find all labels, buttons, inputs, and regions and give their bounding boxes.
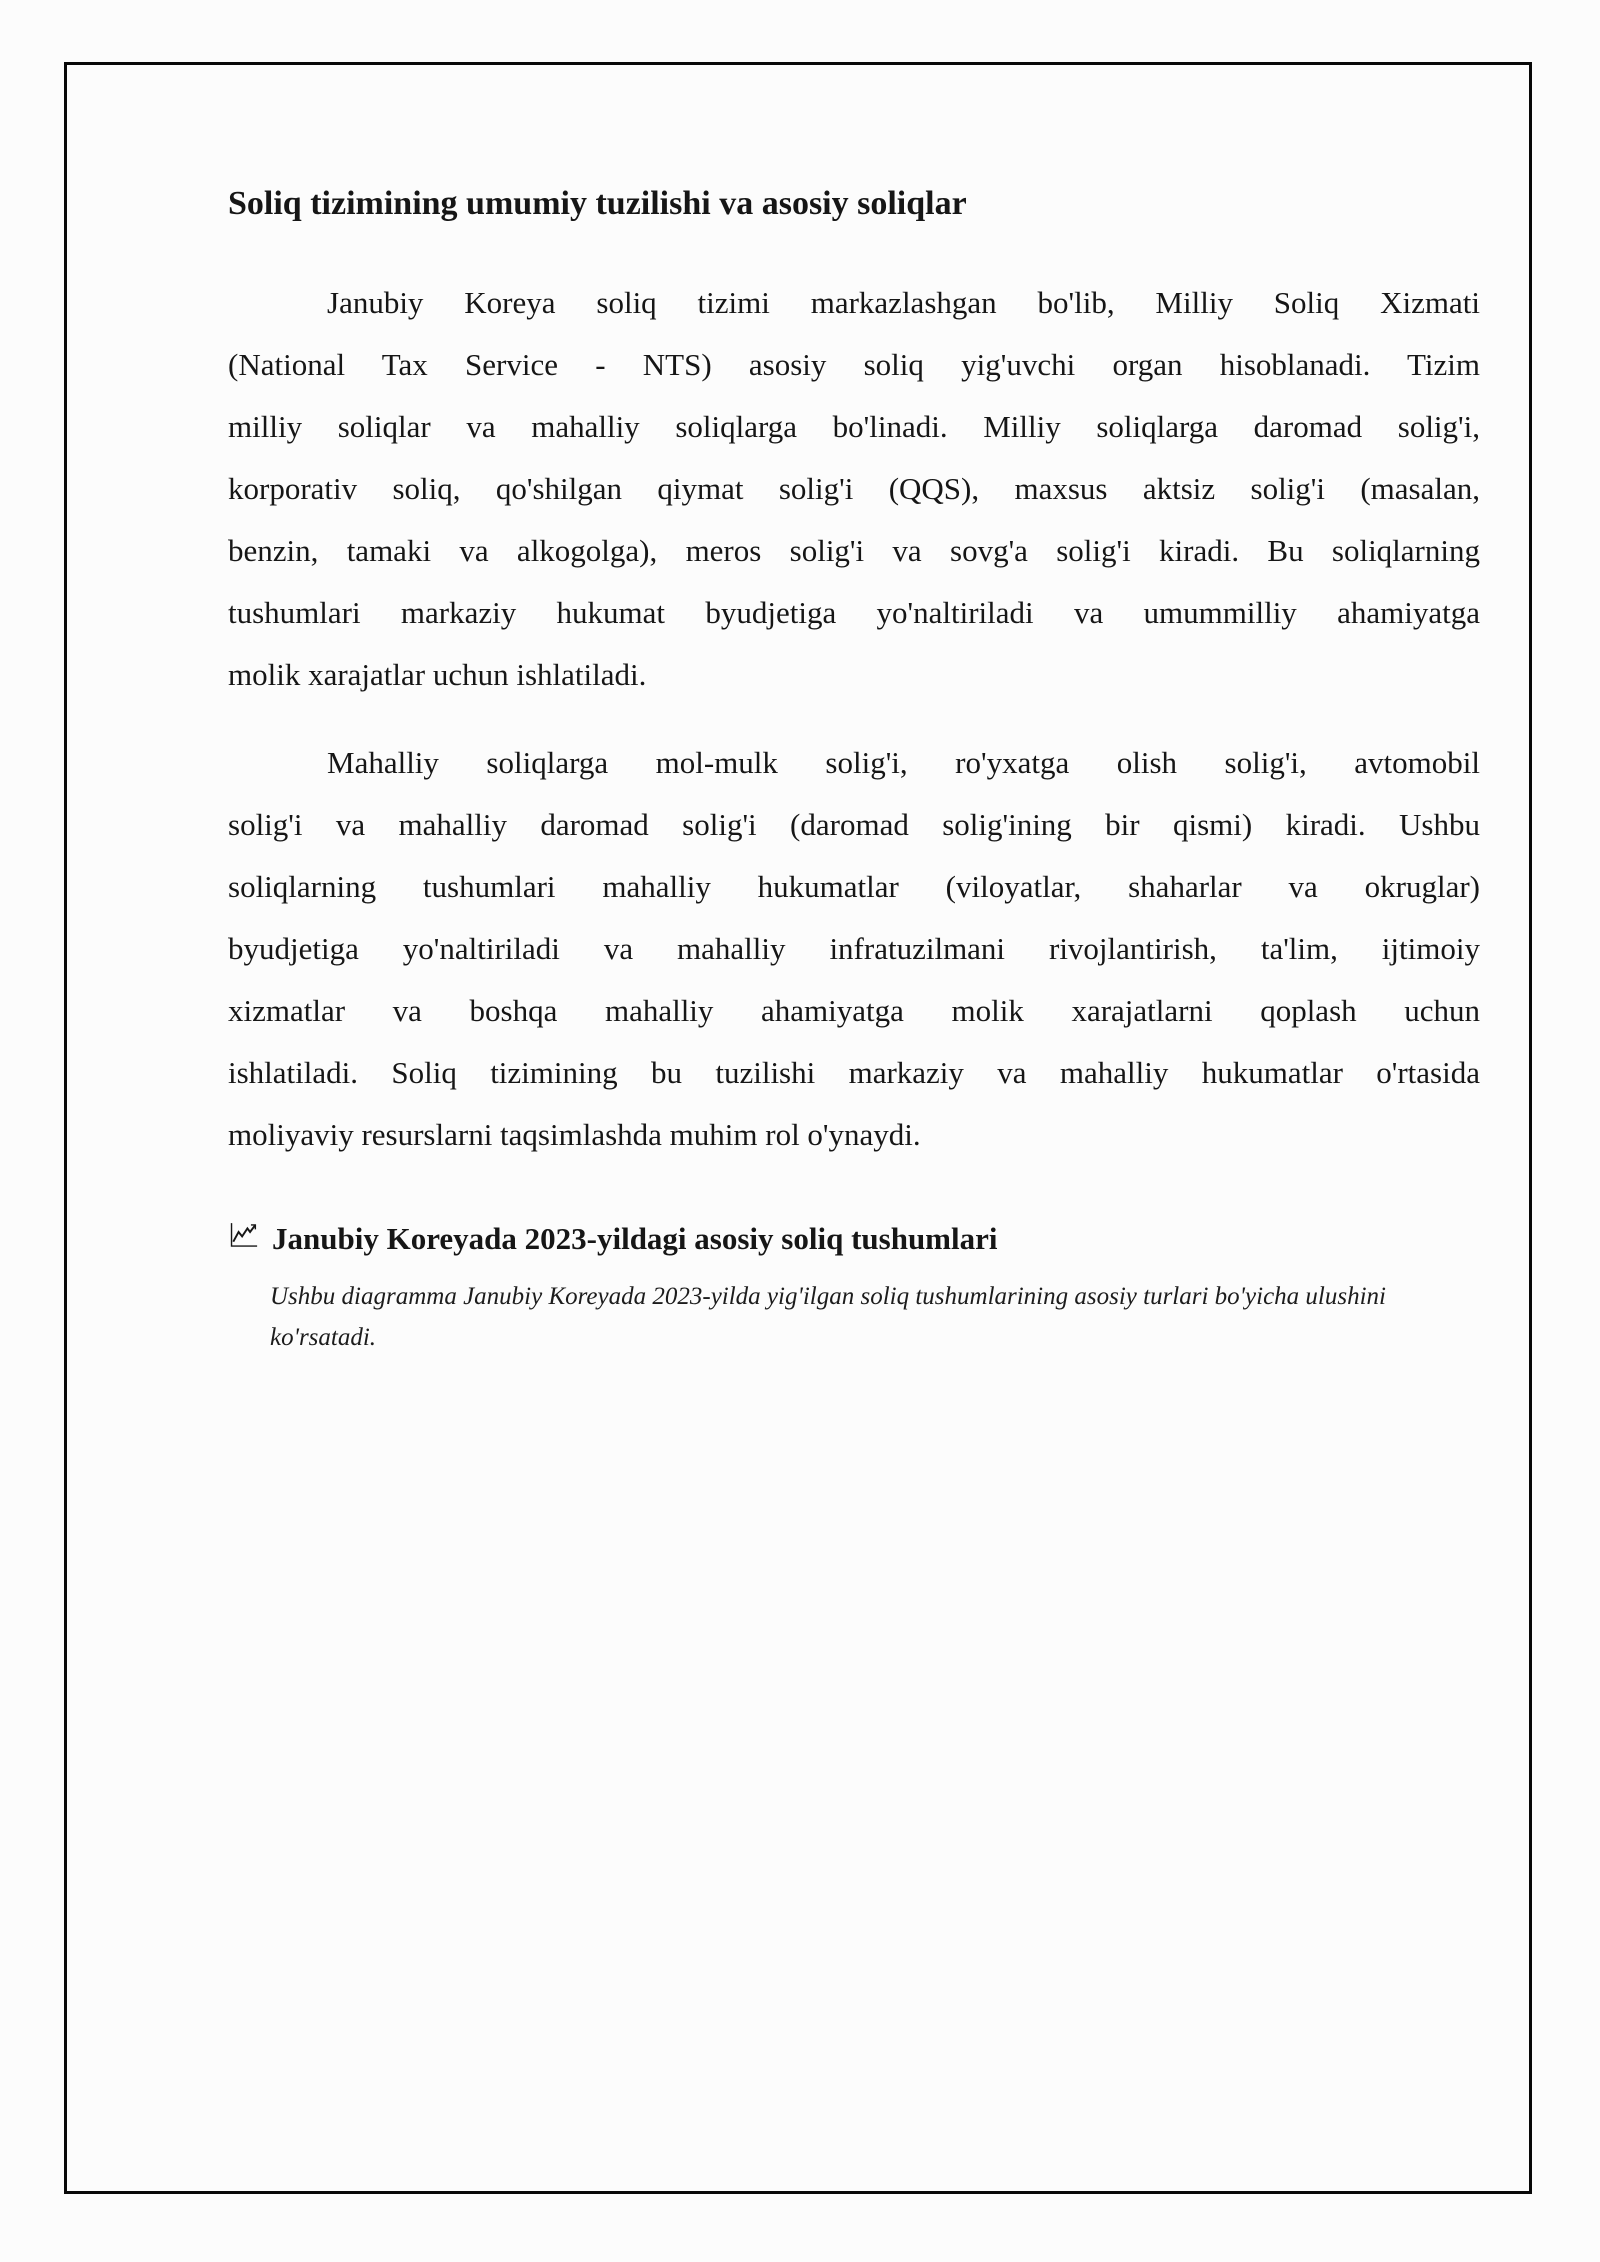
- paragraph-national-taxes: [228, 272, 1480, 706]
- chart-section-heading: [228, 1216, 1480, 1262]
- paragraph-line: milliy soliqlar va mahalliy soliqlarga bo'linadi. Milliy soliqlarga daromad solig'i,: [228, 409, 1480, 444]
- chart-caption-line: ko'rsatadi.: [270, 1324, 377, 1351]
- paragraph-local-taxes: [228, 732, 1480, 1166]
- page-title: Soliq tizimining umumiy tuzilishi va asosiy soliqlar: [228, 185, 967, 222]
- paragraph-line: xizmatlar va boshqa mahalliy ahamiyatga molik xarajatlarni qoplash uchun: [228, 993, 1480, 1028]
- page-content: [228, 180, 1480, 1358]
- chart-caption: [270, 1276, 1480, 1358]
- paragraph-line: korporativ soliq, qo'shilgan qiymat solig'i (QQS), maxsus aktsiz solig'i (masalan,: [228, 471, 1480, 506]
- paragraph-line: (National Tax Service - NTS) asosiy soliq yig'uvchi organ hisoblanadi. Tizim: [228, 347, 1480, 382]
- paragraph-line: Janubiy Koreya soliq tizimi markazlashgan bo'lib, Milliy Soliq Xizmati: [327, 285, 1480, 320]
- paragraph-line: molik xarajatlar uchun ishlatiladi.: [228, 657, 647, 692]
- paragraph-line: byudjetiga yo'naltiriladi va mahalliy infratuzilmani rivojlantirish, ta'lim, ijtimoiy: [228, 931, 1480, 966]
- chart-caption-line: Ushbu diagramma Janubiy Koreyada 2023-yilda yig'ilgan soliq tushumlarining asosiy turlari bo'yicha ulushini: [270, 1283, 1386, 1310]
- paragraph-line: soliqlarning tushumlari mahalliy hukumatlar (viloyatlar, shaharlar va okruglar): [228, 869, 1480, 904]
- line-chart-icon: [228, 1216, 258, 1262]
- paragraph-line: benzin, tamaki va alkogolga), meros solig'i va sovg'a solig'i kiradi. Bu soliqlarning: [228, 533, 1480, 568]
- paragraph-line: solig'i va mahalliy daromad solig'i (daromad solig'ining bir qismi) kiradi. Ushbu: [228, 807, 1480, 842]
- paragraph-line: tushumlari markaziy hukumat byudjetiga yo'naltiriladi va umummilliy ahamiyatga: [228, 595, 1480, 630]
- paragraph-line: ishlatiladi. Soliq tizimining bu tuzilishi markaziy va mahalliy hukumatlar o'rtasida: [228, 1055, 1480, 1090]
- paragraph-line: Mahalliy soliqlarga mol-mulk solig'i, ro'yxatga olish solig'i, avtomobil: [327, 745, 1480, 780]
- paragraph-line: moliyaviy resurslarni taqsimlashda muhim rol o'ynaydi.: [228, 1117, 921, 1152]
- chart-heading-label: Janubiy Koreyada 2023-yildagi asosiy soliq tushumlari: [272, 1221, 998, 1256]
